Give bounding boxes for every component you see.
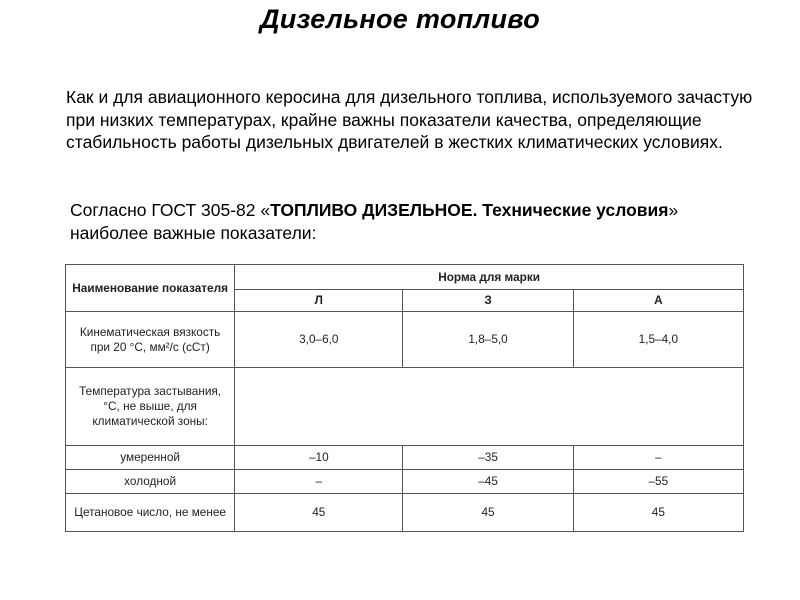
table-row <box>66 368 744 446</box>
grade-a: А <box>573 290 743 312</box>
header-name: Наименование показателя <box>66 265 235 312</box>
row-name: Цетановое число, не менее <box>66 494 235 532</box>
row-value: 45 <box>403 494 573 532</box>
grade-l: Л <box>235 290 403 312</box>
row-name: Кинематическая вязкость при 20 °С, мм²/с (сСт) <box>66 312 235 368</box>
row-value: –45 <box>403 470 573 494</box>
row-value: 1,8–5,0 <box>403 312 573 368</box>
page-title: Дизельное топливо <box>259 4 541 34</box>
grade-z: З <box>403 290 573 312</box>
row-name: умеренной <box>66 446 235 470</box>
row-value: 1,5–4,0 <box>573 312 743 368</box>
row-value: –55 <box>573 470 743 494</box>
table-header-row <box>66 265 744 290</box>
table-row <box>66 312 744 368</box>
gost-suffix: » наиболее важные показатели: <box>70 200 679 243</box>
spec-table <box>65 264 744 532</box>
gost-paragraph <box>70 199 690 244</box>
intro-paragraph: Как и для авиационного керосина для дизельного топлива, используемого зачастую при низких температурах, крайне важны показатели качества, определяющие стабильность работы дизельных двигателей в жестких климатических условиях. <box>66 87 753 152</box>
header-norm: Норма для марки <box>235 265 744 290</box>
row-value: 45 <box>235 494 403 532</box>
row-value: – <box>573 446 743 470</box>
row-value: –35 <box>403 446 573 470</box>
row-value: 45 <box>573 494 743 532</box>
table-row <box>66 470 744 494</box>
row-empty-cell <box>235 368 744 446</box>
table-row <box>66 446 744 470</box>
gost-prefix: Согласно ГОСТ 305-82 « <box>70 200 271 220</box>
row-value: 3,0–6,0 <box>235 312 403 368</box>
row-value: – <box>235 470 403 494</box>
gost-title: ТОПЛИВО ДИЗЕЛЬНОЕ. Технические условия <box>270 200 669 220</box>
row-value: –10 <box>235 446 403 470</box>
table-row <box>66 494 744 532</box>
row-name: холодной <box>66 470 235 494</box>
row-name: Температура застывания, °С, не выше, для климатической зоны: <box>66 368 235 446</box>
